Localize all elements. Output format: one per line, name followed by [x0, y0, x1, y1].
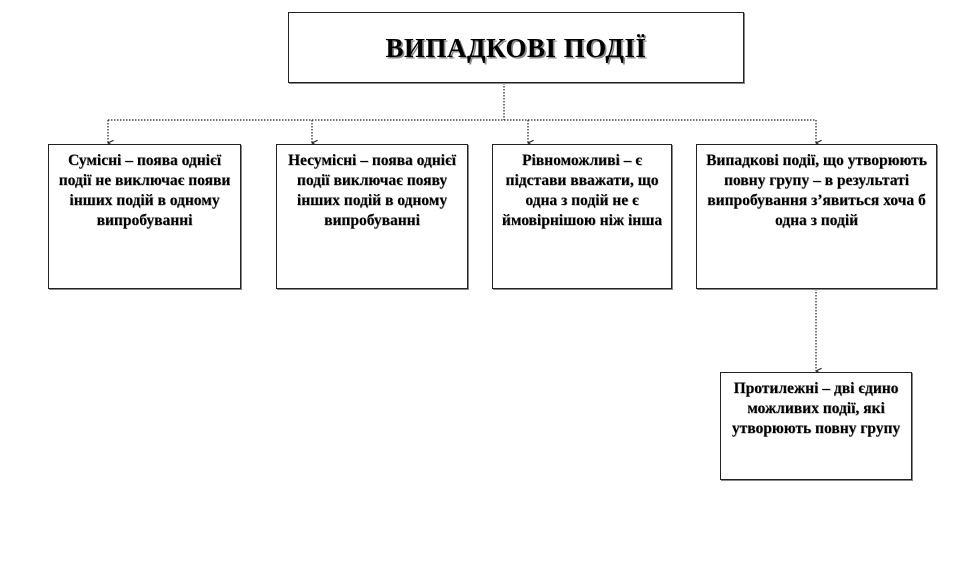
definition-povna-hrupa-post: – в результаті випробування з’явиться хоча б одна з подій	[707, 172, 926, 229]
term-sumisni: Сумісні	[68, 152, 122, 169]
term-povna-hrupa: повну групу	[724, 172, 810, 189]
definition-rivnomozhlyvi: – є підстави вважати, що одна з подій не є ймовірнішою ніж інша	[501, 152, 663, 229]
definition-povna-hrupa-pre: Випадкові події, що утворюють	[706, 152, 927, 169]
term-rivnomozhlyvi: Рівноможливі	[522, 152, 620, 169]
box-protylezhni	[720, 372, 912, 480]
box-sumisni	[48, 144, 241, 289]
term-protylezhni: Протилежні	[733, 380, 819, 397]
definition-sumisni: – поява однієї події не виключає появи інших подій в одному випробуванні	[58, 152, 231, 229]
box-nesumisni	[276, 144, 468, 289]
diagram-title: ВИПАДКОВІ ПОДІЇ	[385, 32, 647, 63]
box-rivnomozhlyvi	[492, 144, 672, 289]
definition-nesumisni: – поява однієї події виключає появу інших подій в одному випробуванні	[296, 152, 456, 229]
box-povna-hrupa	[696, 144, 937, 289]
title-box	[288, 12, 744, 83]
definition-protylezhni: – дві єдино можливих події, які утворюють повну групу	[731, 380, 901, 437]
term-nesumisni: Несумісні	[288, 152, 357, 169]
